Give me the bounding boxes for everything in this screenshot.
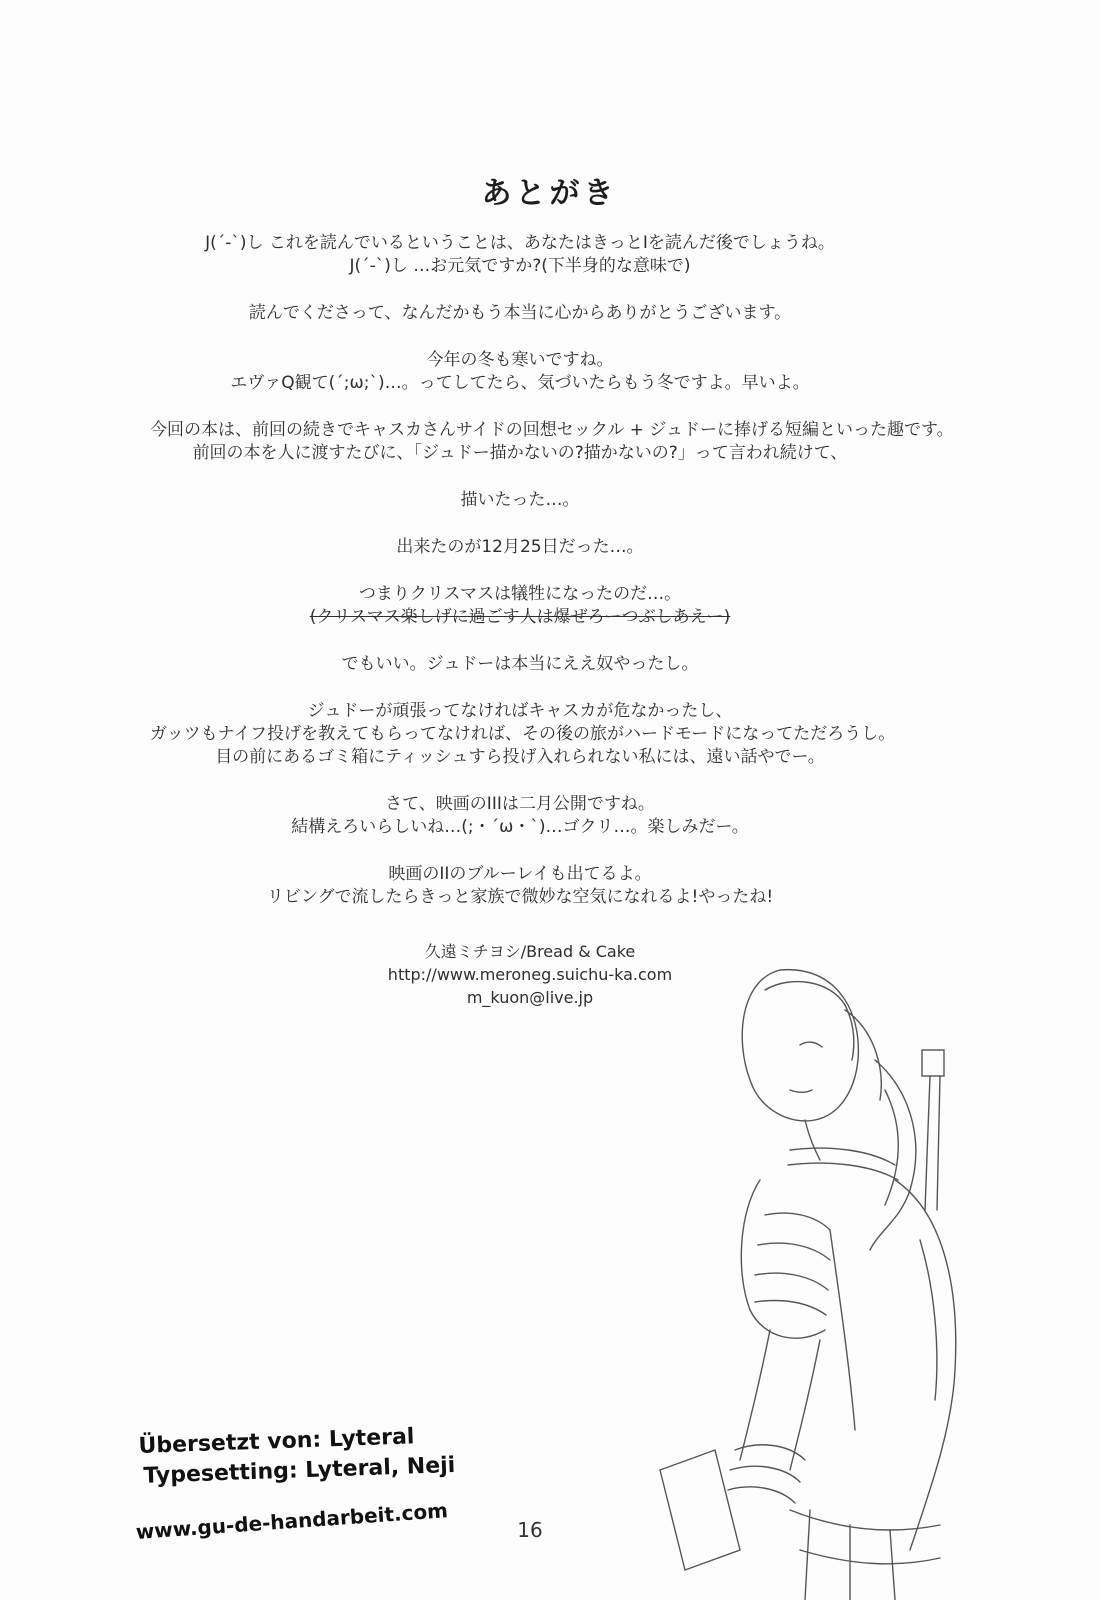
scanlation-website: www.gu-de-handarbeit.com — [135, 1498, 449, 1544]
text-line: さて、映画のIIIは二月公開ですね。 — [385, 794, 655, 814]
paragraph-2 — [150, 302, 890, 325]
strikethrough-line: (クリスマス楽しげに過ごす人は爆ぜろーつぶしあえー) — [309, 607, 731, 627]
author-email: m_kuon@live.jp — [466, 988, 594, 1007]
text-line: 結構えろいらしいね…(;・´ω・`)…ゴクリ…。楽しみだー。 — [291, 817, 749, 837]
author-name: 久遠ミチヨシ/Bread & Cake — [424, 942, 636, 961]
paragraph-4 — [150, 419, 954, 465]
text-line: ガッツもナイフ投げを教えてもらってなければ、その後の旅がハードモードになってただろうし。 — [150, 724, 896, 744]
text-line: でもいい。ジュドーは本当にええ奴やったし。 — [341, 654, 699, 674]
paragraph-1 — [150, 232, 890, 278]
text-line: つまりクリスマスは犠牲になったのだ…。 — [358, 584, 682, 604]
page-title: あとがき — [481, 176, 618, 211]
paragraph-9 — [150, 700, 896, 769]
paragraph-7 — [150, 583, 890, 629]
typesetting-credit: Typesetting: Lyteral, Neji — [143, 1452, 456, 1489]
afterword-body — [150, 232, 954, 933]
author-url: http://www.meroneg.suichu-ka.com — [387, 965, 673, 984]
paragraph-6 — [150, 536, 890, 559]
text-line: 映画のIIのブルーレイも出てるよ。 — [388, 864, 652, 884]
text-line: リビングで流したらきっと家族で微妙な空気になれるよ!やったね! — [266, 887, 774, 907]
translator-credit: Übersetzt von: Lyteral — [138, 1424, 415, 1459]
page-number: 16 — [517, 1518, 543, 1542]
text-line: 読んでくださって、なんだかもう本当に心からありがとうございます。 — [248, 303, 792, 323]
scanlation-credits — [138, 1421, 456, 1492]
character-sketch — [640, 950, 1030, 1600]
text-line: 前回の本を人に渡すたびに、「ジュドー描かないの?描かないの?」って言われ続けて、 — [192, 443, 848, 463]
text-line: エヴァQ観て(´;ω;`)…。ってしてたら、気づいたらもう冬ですよ。早いよ。 — [230, 373, 810, 393]
paragraph-5 — [150, 489, 890, 512]
text-line: ジュドーが頑張ってなければキャスカが危なかったし、 — [307, 701, 733, 721]
paragraph-3 — [150, 349, 890, 395]
text-line: 描いたった…。 — [460, 490, 580, 510]
paragraph-10 — [150, 793, 890, 839]
paragraph-8 — [150, 653, 890, 676]
paragraph-11 — [150, 863, 890, 909]
text-line: 今年の冬も寒いですね。 — [426, 350, 614, 370]
text-line: J(´-`)し これを読んでいるということは、あなたはきっとIを読んだ後でしょうね。 — [205, 233, 835, 253]
text-line: 目の前にあるゴミ箱にティッシュすら投げ入れられない私には、遠い話やでー。 — [215, 747, 825, 767]
text-line: 今回の本は、前回の続きでキャスカさんサイドの回想セックル + ジュドーに捧げる短編といった趣です。 — [150, 420, 954, 440]
text-line: 出来たのが12月25日だった…。 — [396, 537, 644, 557]
text-line: J(´-`)し …お元気ですか?(下半身的な意味で) — [349, 256, 691, 276]
